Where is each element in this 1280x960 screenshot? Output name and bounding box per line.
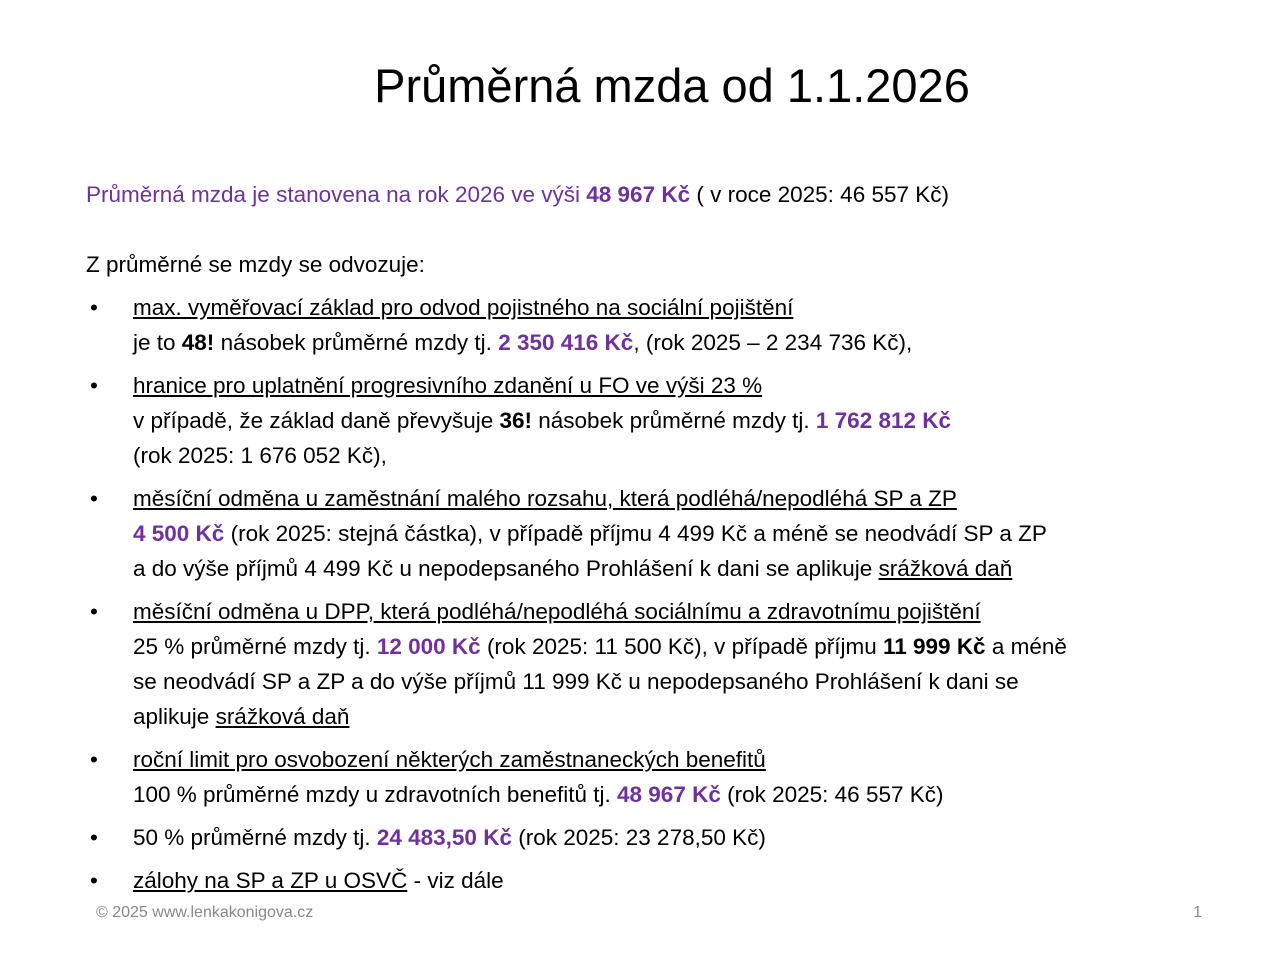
list-item xyxy=(86,594,1256,734)
bullet-list xyxy=(86,290,1256,906)
list-item xyxy=(86,368,1256,473)
text-span: je to xyxy=(133,330,182,355)
amount-highlight: 12 000 Kč xyxy=(376,634,481,659)
list-item xyxy=(86,290,1256,360)
text-span: srážková daň xyxy=(878,556,1013,581)
item-line xyxy=(133,551,1256,586)
item-line xyxy=(133,777,1256,812)
footer-copyright: © 2025 www.lenkakonigova.cz xyxy=(96,904,314,921)
text-span: v případě, že základ daně převyšuje xyxy=(133,408,500,433)
list-item xyxy=(86,863,1256,898)
text-span: , (rok 2025 – 2 234 736 Kč), xyxy=(633,330,913,355)
text-span: (rok 2025: 23 278,50 Kč) xyxy=(511,825,766,850)
list-item xyxy=(86,820,1256,855)
intro-line xyxy=(86,182,949,208)
text-span: násobek průměrné mzdy tj. xyxy=(214,330,499,355)
item-line xyxy=(133,325,1256,360)
amount-highlight: 2 350 416 Kč xyxy=(498,330,634,355)
item-heading: max. vyměřovací základ pro odvod pojistného na sociální pojištění xyxy=(133,295,794,320)
item-line xyxy=(133,629,1256,664)
text-span: 11 999 Kč xyxy=(882,634,986,659)
text-span: a méně xyxy=(985,634,1067,659)
item-heading: měsíční odměna u zaměstnání malého rozsahu, která podléhá/nepodléhá SP a ZP xyxy=(133,486,957,511)
item-line xyxy=(133,863,1256,898)
amount-highlight: 4 500 Kč xyxy=(133,521,225,546)
text-span: aplikuje xyxy=(133,704,216,729)
item-line xyxy=(133,699,1256,734)
bullet: • xyxy=(90,825,98,850)
item-heading: hranice pro uplatnění progresivního zdanění u FO ve výši 23 % xyxy=(133,373,763,398)
amount-highlight: 48 967 Kč xyxy=(617,782,721,807)
intro-amount: 48 967 Kč xyxy=(586,182,691,207)
item-line xyxy=(133,516,1256,551)
bullet: • xyxy=(90,295,98,320)
bullet: • xyxy=(90,599,98,624)
text-span: 48! xyxy=(181,330,215,355)
text-span: 50 % průměrné mzdy tj. xyxy=(133,825,377,850)
list-item xyxy=(86,481,1256,586)
item-heading: měsíční odměna u DPP, která podléhá/nepodléhá sociálnímu a zdravotnímu pojištění xyxy=(133,599,981,624)
text-span: a do výše příjmů 4 499 Kč u nepodepsaného Prohlášení k dani se aplikuje xyxy=(133,556,879,581)
item-heading: roční limit pro osvobození některých zaměstnaneckých benefitů xyxy=(133,747,766,772)
intro-suffix: ( v roce 2025: 46 557 Kč) xyxy=(690,182,950,207)
item-line xyxy=(133,820,1256,855)
item-line: se neodvádí SP a ZP a do výše příjmů 11 999 Kč u nepodepsaného Prohlášení k dani se xyxy=(133,669,1019,694)
item-line xyxy=(133,403,1256,438)
bullet: • xyxy=(90,373,98,398)
text-span: 100 % průměrné mzdy u zdravotních benefitů tj. xyxy=(133,782,618,807)
amount-highlight: 24 483,50 Kč xyxy=(376,825,512,850)
bullet: • xyxy=(90,747,98,772)
text-span: srážková daň xyxy=(215,704,350,729)
bullet: • xyxy=(90,486,98,511)
item-heading: zálohy na SP a ZP u OSVČ xyxy=(133,868,408,893)
amount-highlight: 1 762 812 Kč xyxy=(815,408,952,433)
lead-text: Z průměrné se mzdy se odvozuje: xyxy=(86,252,425,277)
text-span: (rok 2025: stejná částka), v případě příjmu 4 499 Kč a méně se neodvádí SP a ZP xyxy=(224,521,1047,546)
intro-text: Průměrná mzda je stanovena na rok 2026 ve výši xyxy=(86,182,587,207)
page-number: 1 xyxy=(1193,904,1202,921)
page-title: Průměrná mzda od 1.1.2026 xyxy=(374,59,970,112)
text-span: 25 % průměrné mzdy tj. xyxy=(133,634,377,659)
list-item xyxy=(86,742,1256,812)
item-line: (rok 2025: 1 676 052 Kč), xyxy=(133,443,387,468)
text-span: - viz dále xyxy=(407,868,504,893)
text-span: násobek průměrné mzdy tj. xyxy=(532,408,816,433)
text-span: (rok 2025: 11 500 Kč), v případě příjmu xyxy=(480,634,883,659)
bullet: • xyxy=(90,868,98,893)
text-span: 36! xyxy=(499,408,533,433)
text-span: (rok 2025: 46 557 Kč) xyxy=(720,782,944,807)
